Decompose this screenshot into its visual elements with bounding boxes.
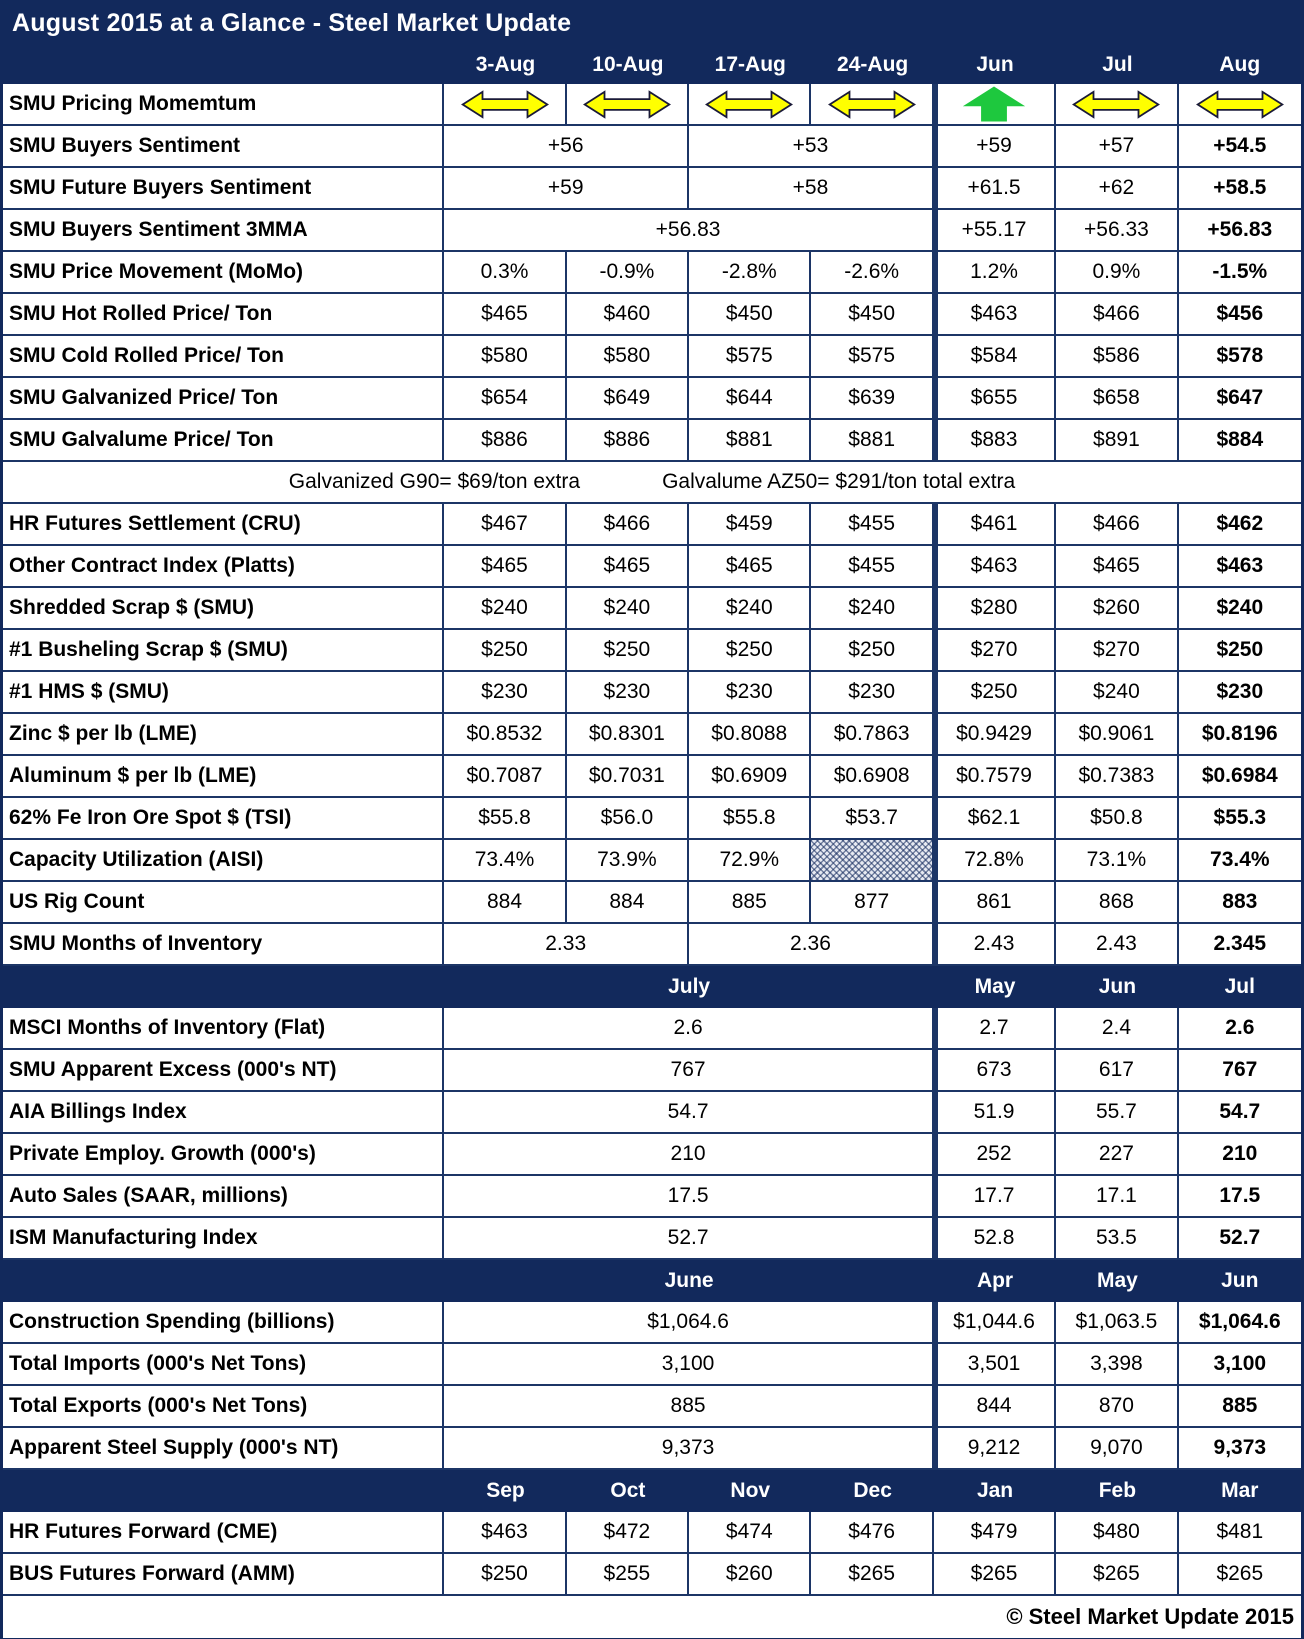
value-cell: $647 (1179, 378, 1301, 420)
value-cell: $465 (689, 546, 811, 588)
value-cell: $240 (1179, 588, 1301, 630)
value-cell: $455 (811, 504, 933, 546)
value-cell: $250 (689, 630, 811, 672)
value-cell: 617 (1056, 1050, 1178, 1092)
value-cell: 861 (934, 882, 1056, 924)
note-row (3, 462, 1301, 504)
value-cell: 73.4% (444, 840, 566, 882)
col-header: 10-Aug (567, 46, 689, 84)
value-cell: $0.7383 (1056, 756, 1178, 798)
row-label: Total Exports (000's Net Tons) (3, 1386, 444, 1428)
col-header: Aug (1179, 46, 1301, 84)
value-cell: -0.9% (567, 252, 689, 294)
value-cell: 2.345 (1179, 924, 1301, 966)
value-cell: $580 (444, 336, 566, 378)
value-cell: $450 (689, 294, 811, 336)
value-cell: 17.5 (1179, 1176, 1301, 1218)
value-cell: $463 (934, 546, 1056, 588)
momentum-sideways-arrow-icon (444, 84, 566, 126)
value-cell: 53.5 (1056, 1218, 1178, 1260)
value-cell: $230 (567, 672, 689, 714)
page-title: August 2015 at a Glance - Steel Market Update (3, 0, 1301, 46)
momentum-sideways-arrow-icon (567, 84, 689, 126)
row-label: Private Employ. Growth (000's) (3, 1134, 444, 1176)
value-cell: $450 (811, 294, 933, 336)
col-header: Nov (689, 1470, 811, 1512)
value-cell: 0.3% (444, 252, 566, 294)
momentum-sideways-arrow-icon (1179, 84, 1301, 126)
value-cell: +61.5 (934, 168, 1056, 210)
value-cell: $1,063.5 (1056, 1302, 1178, 1344)
value-cell: $459 (689, 504, 811, 546)
value-cell: 885 (444, 1386, 934, 1428)
value-cell: $0.6909 (689, 756, 811, 798)
value-cell: 885 (689, 882, 811, 924)
value-cell: +53 (689, 126, 934, 168)
value-cell: +59 (934, 126, 1056, 168)
row-label: SMU Galvanized Price/ Ton (3, 378, 444, 420)
data-grid (3, 46, 1301, 1638)
value-cell: +56.33 (1056, 210, 1178, 252)
value-cell: 3,100 (444, 1344, 934, 1386)
value-cell: $575 (811, 336, 933, 378)
value-cell: $891 (1056, 420, 1178, 462)
col-header: Apr (934, 1260, 1056, 1302)
value-cell: $0.7863 (811, 714, 933, 756)
section-header-spacer (3, 1470, 444, 1512)
value-cell: $230 (1179, 672, 1301, 714)
col-header: Jul (1179, 966, 1301, 1008)
value-cell: $465 (567, 546, 689, 588)
value-cell: 2.43 (1056, 924, 1178, 966)
section-header-spacer (3, 1260, 444, 1302)
value-cell: 2.7 (934, 1008, 1056, 1050)
value-cell: 52.7 (1179, 1218, 1301, 1260)
row-label: US Rig Count (3, 882, 444, 924)
value-cell: 3,100 (1179, 1344, 1301, 1386)
value-cell: $53.7 (811, 798, 933, 840)
col-header: 17-Aug (689, 46, 811, 84)
value-cell: $472 (567, 1512, 689, 1554)
value-cell: $480 (1056, 1512, 1178, 1554)
row-label: SMU Price Movement (MoMo) (3, 252, 444, 294)
value-cell: -2.6% (811, 252, 933, 294)
col-header: June (444, 1260, 934, 1302)
copyright-text: © Steel Market Update 2015 (3, 1596, 1301, 1638)
value-cell: $260 (689, 1554, 811, 1596)
col-header: Jan (934, 1470, 1056, 1512)
value-cell: 227 (1056, 1134, 1178, 1176)
row-label: SMU Months of Inventory (3, 924, 444, 966)
value-cell: $265 (1179, 1554, 1301, 1596)
row-label: MSCI Months of Inventory (Flat) (3, 1008, 444, 1050)
value-cell: 9,373 (444, 1428, 934, 1470)
value-cell: $56.0 (567, 798, 689, 840)
value-cell: +59 (444, 168, 689, 210)
value-cell: $62.1 (934, 798, 1056, 840)
value-cell: $240 (444, 588, 566, 630)
row-label: SMU Apparent Excess (000's NT) (3, 1050, 444, 1092)
value-cell: $575 (689, 336, 811, 378)
value-cell: $479 (934, 1512, 1056, 1554)
value-cell: $456 (1179, 294, 1301, 336)
row-label: SMU Cold Rolled Price/ Ton (3, 336, 444, 378)
value-cell: $250 (444, 1554, 566, 1596)
value-cell: $580 (567, 336, 689, 378)
value-cell: $240 (811, 588, 933, 630)
value-cell: $55.8 (444, 798, 566, 840)
value-cell: $460 (567, 294, 689, 336)
value-cell: +58 (689, 168, 934, 210)
row-label: #1 Busheling Scrap $ (SMU) (3, 630, 444, 672)
section-header-spacer (3, 46, 444, 84)
hatched-cell (811, 840, 933, 882)
col-header: Oct (567, 1470, 689, 1512)
value-cell: 0.9% (1056, 252, 1178, 294)
value-cell: 9,212 (934, 1428, 1056, 1470)
value-cell: $466 (567, 504, 689, 546)
value-cell: $466 (1056, 294, 1178, 336)
value-cell: $55.8 (689, 798, 811, 840)
value-cell: +62 (1056, 168, 1178, 210)
value-cell: $230 (444, 672, 566, 714)
value-cell: $0.9061 (1056, 714, 1178, 756)
value-cell: $455 (811, 546, 933, 588)
value-cell: 73.9% (567, 840, 689, 882)
momentum-sideways-arrow-icon (1056, 84, 1178, 126)
value-cell: 2.6 (1179, 1008, 1301, 1050)
value-cell: $886 (444, 420, 566, 462)
value-cell: +55.17 (934, 210, 1056, 252)
value-cell: $654 (444, 378, 566, 420)
value-cell: +58.5 (1179, 168, 1301, 210)
value-cell: $240 (1056, 672, 1178, 714)
value-cell: $270 (934, 630, 1056, 672)
value-cell: $0.8088 (689, 714, 811, 756)
value-cell: $467 (444, 504, 566, 546)
col-header: May (1056, 1260, 1178, 1302)
row-label: ISM Manufacturing Index (3, 1218, 444, 1260)
value-cell: +57 (1056, 126, 1178, 168)
row-label: SMU Buyers Sentiment (3, 126, 444, 168)
value-cell: 2.6 (444, 1008, 934, 1050)
value-cell: $586 (1056, 336, 1178, 378)
value-cell: $265 (934, 1554, 1056, 1596)
value-cell: $1,064.6 (444, 1302, 934, 1344)
value-cell: $466 (1056, 504, 1178, 546)
value-cell: $884 (1179, 420, 1301, 462)
value-cell: 870 (1056, 1386, 1178, 1428)
row-label: Auto Sales (SAAR, millions) (3, 1176, 444, 1218)
value-cell: 673 (934, 1050, 1056, 1092)
col-header: Dec (811, 1470, 933, 1512)
value-cell: 52.7 (444, 1218, 934, 1260)
value-cell: 17.5 (444, 1176, 934, 1218)
row-label: SMU Future Buyers Sentiment (3, 168, 444, 210)
value-cell: +56.83 (1179, 210, 1301, 252)
value-cell: $265 (1056, 1554, 1178, 1596)
col-header: Feb (1056, 1470, 1178, 1512)
value-cell: $0.7579 (934, 756, 1056, 798)
value-cell: 54.7 (1179, 1092, 1301, 1134)
value-cell: $50.8 (1056, 798, 1178, 840)
value-cell: $250 (444, 630, 566, 672)
col-header: Jun (934, 46, 1056, 84)
col-header: Jul (1056, 46, 1178, 84)
row-label: SMU Buyers Sentiment 3MMA (3, 210, 444, 252)
value-cell: $240 (567, 588, 689, 630)
value-cell: 2.43 (934, 924, 1056, 966)
value-cell: $476 (811, 1512, 933, 1554)
value-cell: $230 (689, 672, 811, 714)
value-cell: $0.6984 (1179, 756, 1301, 798)
value-cell: 73.1% (1056, 840, 1178, 882)
value-cell: 1.2% (934, 252, 1056, 294)
value-cell: 884 (567, 882, 689, 924)
value-cell: $881 (689, 420, 811, 462)
value-cell: 2.4 (1056, 1008, 1178, 1050)
value-cell: 844 (934, 1386, 1056, 1428)
value-cell: +56 (444, 126, 689, 168)
value-cell: $639 (811, 378, 933, 420)
value-cell: 2.36 (689, 924, 934, 966)
value-cell: $649 (567, 378, 689, 420)
value-cell: 17.1 (1056, 1176, 1178, 1218)
momentum-sideways-arrow-icon (811, 84, 933, 126)
value-cell: 72.9% (689, 840, 811, 882)
momentum-sideways-arrow-icon (689, 84, 811, 126)
value-cell: -2.8% (689, 252, 811, 294)
value-cell: $655 (934, 378, 1056, 420)
value-cell: $0.8532 (444, 714, 566, 756)
value-cell: $465 (444, 546, 566, 588)
value-cell: $250 (934, 672, 1056, 714)
value-cell: $250 (567, 630, 689, 672)
value-cell: 17.7 (934, 1176, 1056, 1218)
value-cell: $463 (934, 294, 1056, 336)
value-cell: 73.4% (1179, 840, 1301, 882)
row-label: Shredded Scrap $ (SMU) (3, 588, 444, 630)
value-cell: $461 (934, 504, 1056, 546)
value-cell: $250 (1179, 630, 1301, 672)
value-cell: 52.8 (934, 1218, 1056, 1260)
value-cell: 72.8% (934, 840, 1056, 882)
value-cell: $474 (689, 1512, 811, 1554)
value-cell: 2.33 (444, 924, 689, 966)
row-label: AIA Billings Index (3, 1092, 444, 1134)
value-cell: $0.9429 (934, 714, 1056, 756)
row-label: Other Contract Index (Platts) (3, 546, 444, 588)
value-cell: 885 (1179, 1386, 1301, 1428)
value-cell: $240 (689, 588, 811, 630)
row-label: 62% Fe Iron Ore Spot $ (TSI) (3, 798, 444, 840)
value-cell: 55.7 (1056, 1092, 1178, 1134)
col-header: Sep (444, 1470, 566, 1512)
value-cell: $883 (934, 420, 1056, 462)
value-cell: 883 (1179, 882, 1301, 924)
value-cell: 3,398 (1056, 1344, 1178, 1386)
value-cell: $462 (1179, 504, 1301, 546)
value-cell: +56.83 (444, 210, 934, 252)
col-header: May (934, 966, 1056, 1008)
row-label: Apparent Steel Supply (000's NT) (3, 1428, 444, 1470)
value-cell: $644 (689, 378, 811, 420)
row-label: SMU Hot Rolled Price/ Ton (3, 294, 444, 336)
row-label: HR Futures Forward (CME) (3, 1512, 444, 1554)
section-header-spacer (3, 966, 444, 1008)
value-cell: 767 (1179, 1050, 1301, 1092)
value-cell: $0.7087 (444, 756, 566, 798)
value-cell: $465 (444, 294, 566, 336)
value-cell: 868 (1056, 882, 1178, 924)
value-cell: -1.5% (1179, 252, 1301, 294)
value-cell: $1,044.6 (934, 1302, 1056, 1344)
note-text: Galvalume AZ50= $291/ton total extra (662, 470, 1016, 493)
col-header: 24-Aug (811, 46, 933, 84)
row-label: SMU Galvalume Price/ Ton (3, 420, 444, 462)
row-label: Aluminum $ per lb (LME) (3, 756, 444, 798)
value-cell: 252 (934, 1134, 1056, 1176)
value-cell: 9,070 (1056, 1428, 1178, 1470)
value-cell: $463 (444, 1512, 566, 1554)
col-header: July (444, 966, 934, 1008)
col-header: Jun (1179, 1260, 1301, 1302)
value-cell: $1,064.6 (1179, 1302, 1301, 1344)
note-text: Galvanized G90= $69/ton extra (288, 470, 581, 493)
value-cell: +54.5 (1179, 126, 1301, 168)
value-cell: $0.8301 (567, 714, 689, 756)
value-cell: $255 (567, 1554, 689, 1596)
row-label: Zinc $ per lb (LME) (3, 714, 444, 756)
value-cell: 210 (444, 1134, 934, 1176)
value-cell: $0.7031 (567, 756, 689, 798)
value-cell: 884 (444, 882, 566, 924)
value-cell: 54.7 (444, 1092, 934, 1134)
row-label: HR Futures Settlement (CRU) (3, 504, 444, 546)
value-cell: $55.3 (1179, 798, 1301, 840)
value-cell: $250 (811, 630, 933, 672)
row-label: Construction Spending (billions) (3, 1302, 444, 1344)
value-cell: 51.9 (934, 1092, 1056, 1134)
value-cell: $230 (811, 672, 933, 714)
row-label: Total Imports (000's Net Tons) (3, 1344, 444, 1386)
value-cell: $465 (1056, 546, 1178, 588)
value-cell: 3,501 (934, 1344, 1056, 1386)
value-cell: 9,373 (1179, 1428, 1301, 1470)
value-cell: $0.8196 (1179, 714, 1301, 756)
value-cell: 877 (811, 882, 933, 924)
value-cell: $280 (934, 588, 1056, 630)
value-cell: $0.6908 (811, 756, 933, 798)
row-label: SMU Pricing Momemtum (3, 84, 444, 126)
value-cell: $270 (1056, 630, 1178, 672)
value-cell: 767 (444, 1050, 934, 1092)
momentum-up-arrow-icon (934, 84, 1056, 126)
col-header: Jun (1056, 966, 1178, 1008)
row-label: #1 HMS $ (SMU) (3, 672, 444, 714)
value-cell: $886 (567, 420, 689, 462)
row-label: BUS Futures Forward (AMM) (3, 1554, 444, 1596)
col-header: Mar (1179, 1470, 1301, 1512)
row-label: Capacity Utilization (AISI) (3, 840, 444, 882)
value-cell: $578 (1179, 336, 1301, 378)
value-cell: $265 (811, 1554, 933, 1596)
value-cell: 210 (1179, 1134, 1301, 1176)
value-cell: $260 (1056, 588, 1178, 630)
value-cell: $584 (934, 336, 1056, 378)
value-cell: $463 (1179, 546, 1301, 588)
value-cell: $481 (1179, 1512, 1301, 1554)
value-cell: $658 (1056, 378, 1178, 420)
col-header: 3-Aug (444, 46, 566, 84)
value-cell: $881 (811, 420, 933, 462)
